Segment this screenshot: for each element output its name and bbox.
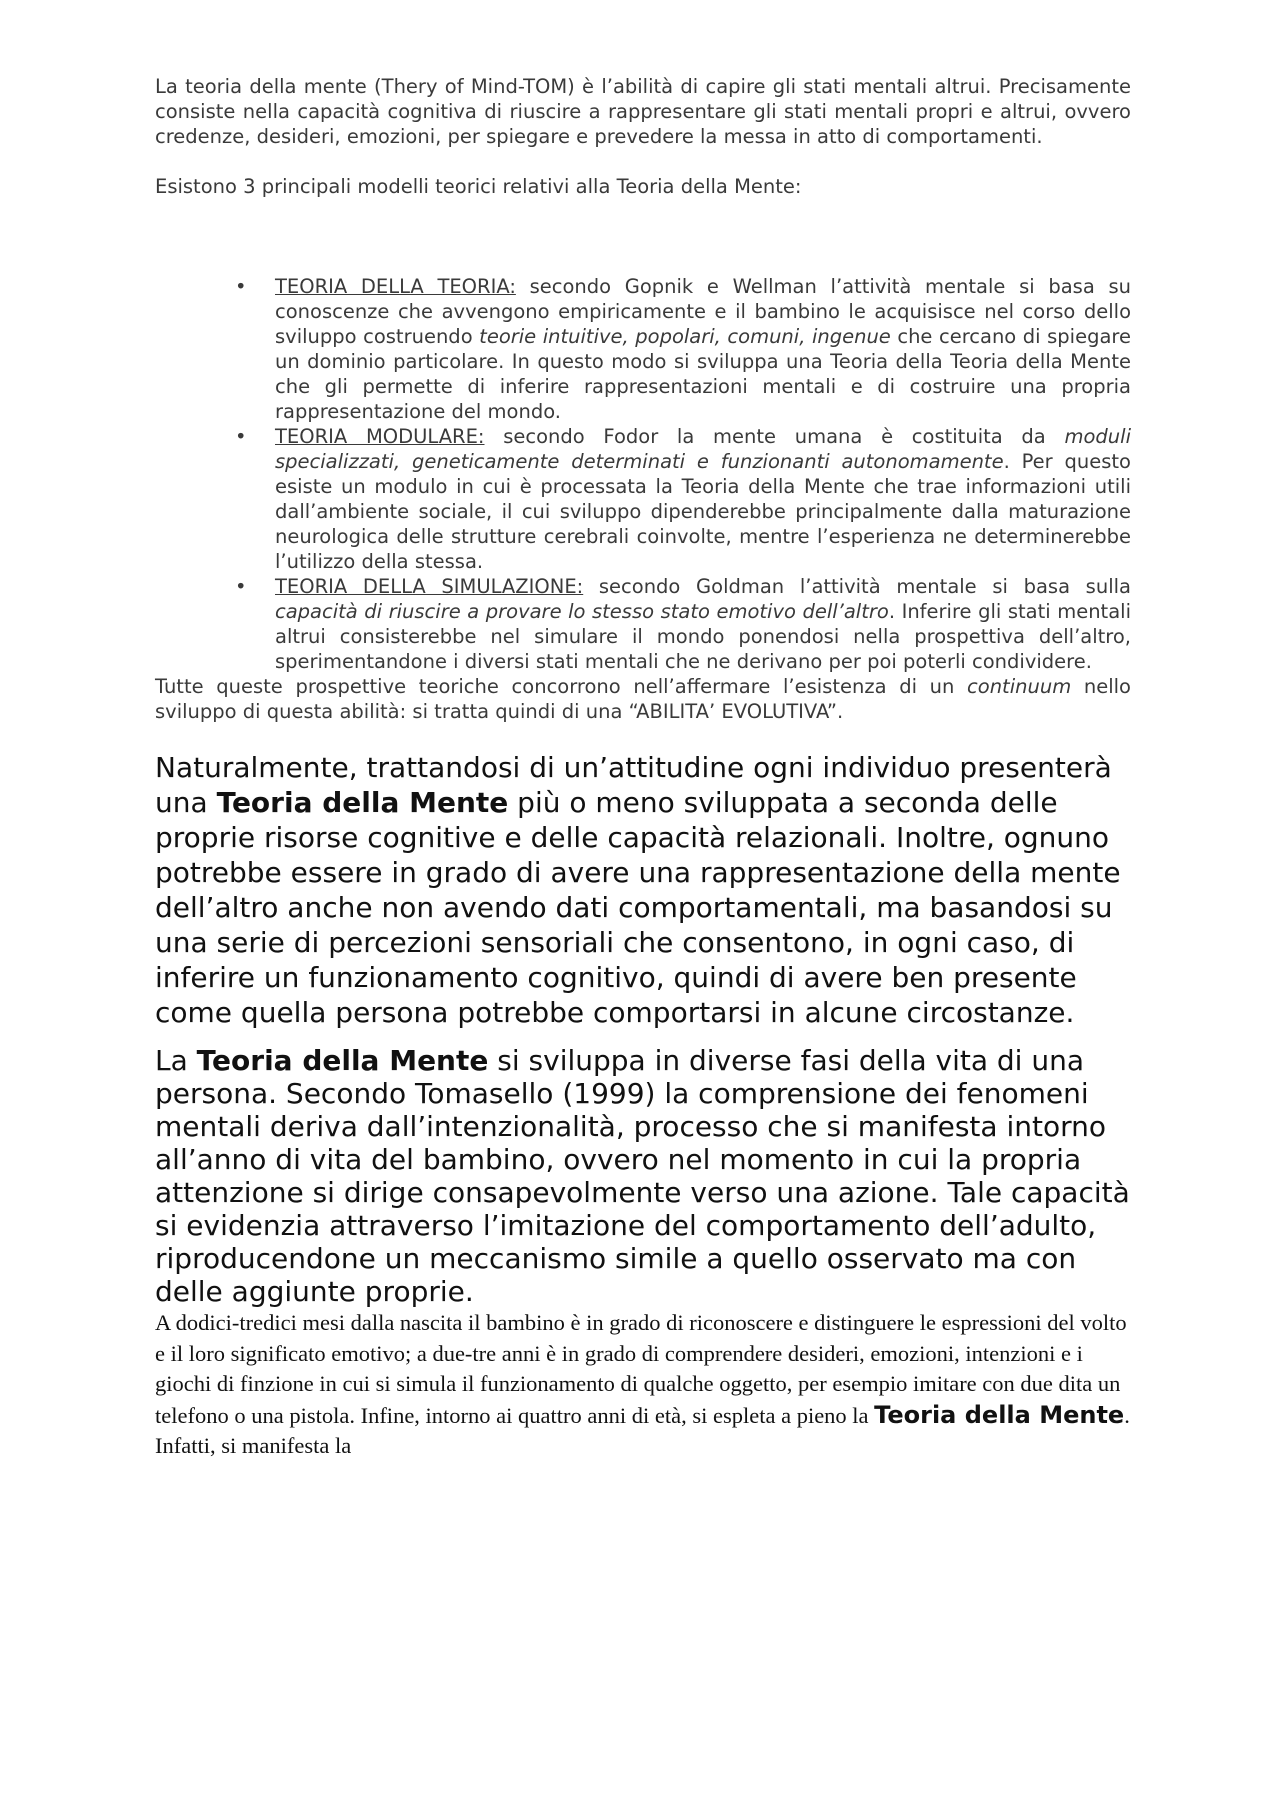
paragraph-text: . Infatti, si manifesta la [155, 1402, 1130, 1458]
theory-title: TEORIA DELLA SIMULAZIONE: [275, 575, 584, 598]
theory-item-teoria-della-teoria [155, 274, 1131, 424]
paragraph-text: La [155, 1044, 197, 1077]
bullet-icon: • [235, 275, 247, 298]
theory-text: . Inferire gli stati mentali altrui consisterebbe nel simulare il mondo ponendosi nella prospettiva dell’altro, sperimentandone i diversi stati mentali che ne derivano per poi poterli condividere. [275, 600, 1131, 673]
paragraph-text: si sviluppa in diverse fasi della vita di una persona. Secondo Tomasello (1999) la comprensione dei fenomeni mentali deriva dall’intenzionalità, processo che si manifesta intorno all’anno di vita del bambino, ovvero nel momento in cui la propria attenzione si dirige consapevolmente verso una azione. Tale capacità si evidenzia attraverso l’imitazione del comportamento dell’adulto, riproducendone un meccanismo simile a quello osservato ma con delle aggiunte proprie. [155, 1044, 1130, 1308]
bold-term: Teoria della Mente [196, 1044, 489, 1077]
large-paragraph-1 [155, 750, 1131, 1030]
theory-item-teoria-modulare [155, 424, 1131, 574]
bullet-icon: • [235, 575, 247, 598]
conclusion-text: Tutte queste prospettive teoriche concorrono nell’affermare l’esistenza di un [155, 675, 968, 698]
bullet-icon: • [235, 425, 247, 448]
theory-title: TEORIA MODULARE: [275, 425, 485, 448]
spacer [155, 199, 1131, 274]
theory-title: TEORIA DELLA TEORIA: [275, 275, 516, 298]
theories-list [155, 274, 1131, 674]
theory-italic-text: teorie intuitive, popolari, comuni, ingenue [479, 325, 891, 348]
conclusion-text: nello sviluppo di questa abilità: si tratta quindi di una “ABILITA’ EVOLUTIVA”. [155, 675, 1131, 723]
theory-item-teoria-della-simulazione [155, 574, 1131, 674]
intro-paragraph: La teoria della mente (Thery of Mind-TOM) è l’abilità di capire gli stati mentali altrui. Precisamente consiste nella capacità cognitiva di riuscire a rappresentare gli stati mentali propri e altrui, ovvero credenze, desideri, emozioni, per spiegare e prevedere la messa in atto di comportamenti. [155, 75, 1131, 148]
theory-text: secondo Goldman l’attività mentale si basa sulla [583, 575, 1131, 598]
theory-text: secondo Fodor la mente umana è costituita da [484, 425, 1065, 448]
serif-paragraph [155, 1308, 1131, 1462]
paragraph-text: più o meno sviluppata a seconda delle proprie risorse cognitive e delle capacità relazionali. Inoltre, ognuno potrebbe essere in grado di avere una rappresentazione della mente dell’altro anche non avendo dati comportamentali, ma basandosi su una serie di percezioni sensoriali che consentono, in ogni caso, di inferire un funzionamento cognitivo, quindi di avere ben presente come quella persona potrebbe comportarsi in alcune circostanze. [155, 786, 1121, 1029]
theory-text: che cercano di spiegare un dominio particolare. In questo modo si sviluppa una Teoria della Teoria della Mente che gli permette di inferire rappresentazioni mentali e di costruire una propria rappresentazione del mondo. [275, 325, 1131, 423]
bold-term: Teoria della Mente [216, 786, 509, 819]
paragraph-text: Naturalmente, trattandosi di un’attitudine ogni individuo presenterà una [155, 751, 1112, 819]
conclusion-paragraph [155, 674, 1131, 724]
theory-italic-text: moduli specializzati, geneticamente determinati e funzionanti autonomamente [275, 425, 1131, 473]
document-page [155, 74, 1131, 1462]
theory-text: secondo Gopnik e Wellman l’attività mentale si basa su conoscenze che avvengono empiricamente e il bambino le acquisisce nel corso dello sviluppo costruendo [275, 275, 1131, 348]
large-paragraph-2 [155, 1044, 1131, 1308]
bold-term: Teoria della Mente [874, 1400, 1125, 1429]
models-intro-line: Esistono 3 principali modelli teorici relativi alla Teoria della Mente: [155, 175, 802, 198]
theory-italic-text: capacità di riuscire a provare lo stesso stato emotivo dell’altro [275, 600, 889, 623]
theory-text: . Per questo esiste un modulo in cui è processata la Teoria della Mente che trae informazioni utili dall’ambiente sociale, il cui sviluppo dipenderebbe principalmente dalla maturazione neurologica delle strutture cerebrali coinvolte, mentre l’esperienza ne determinerebbe l’utilizzo della stessa. [275, 450, 1131, 573]
conclusion-italic-text: continuum [967, 675, 1072, 698]
spacer [155, 149, 1131, 174]
paragraph-text: A dodici-tredici mesi dalla nascita il bambino è in grado di riconoscere e distinguere le espressioni del volto e il loro significato emotivo; a due-tre anni è in grado di comprendere desideri, emozioni, intenzioni e i giochi di finzione in cui si simula il funzionamento di qualche oggetto, per esempio imitare con due dita un telefono o una pistola. Infine, intorno ai quattro anni di età, si espleta a pieno la [155, 1310, 1127, 1428]
